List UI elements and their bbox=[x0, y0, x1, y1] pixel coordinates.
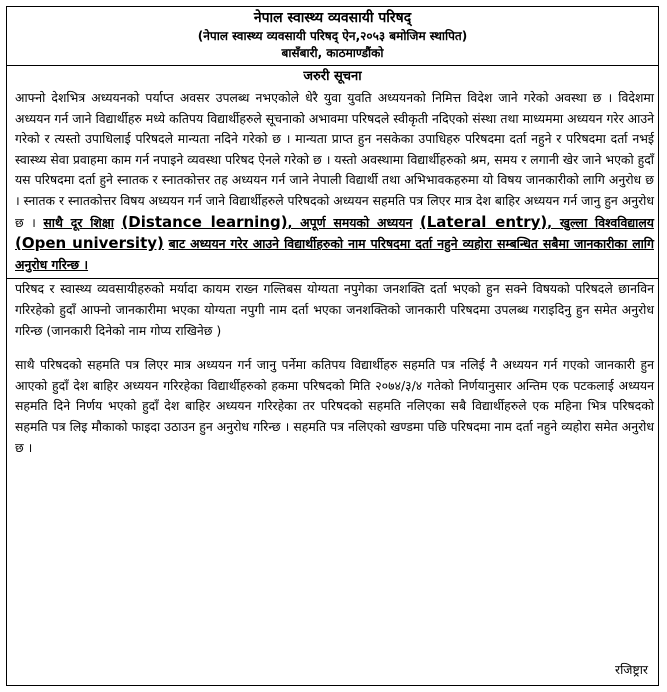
document-header bbox=[7, 9, 658, 62]
org-subtitle: (नेपाल स्वास्थ्य व्यवसायी परिषद् ऐन,२०५३ बमोजिम स्थापित) bbox=[197, 29, 468, 43]
paragraph-1-text: आफ्नो देशभित्र अध्ययनको पर्याप्त अवसर उपलब्ध नभएकोले धेरै युवा युवति अध्ययनको निमित्त विदेश जाने गरेको अवस्था छ । विदेशमा अध्ययन गर्न जाने विद्यार्थीहरु मध्ये कतिपय विद्यार्थीहरुले सूचनाको अभावमा परिषदले स्वीकृती नदिएको संस्था तथा माध्यममा अध्ययन गरेर आउने गरेको र त्यस्तो उपाधिलाई परिषदले मान्यता नदिने गरेको छ । मान्यता प्राप्त हुन नसकेका उपाधिहरु परिषदमा दर्ता नहुने र परिषदमा दर्ता नभई स्वास्थ्य सेवा प्रवाहमा काम गर्न नपाइने व्यवस्था परिषद ऐनले गरेको छ । यस्तो अवस्थामा विद्यार्थीहरुको श्रम, समय र लगानी खेर जाने भएको हुदाँ यस परिषदमा दर्ता हुने स्नातक र स्नातकोत्तर तह अध्ययन गर्न जाने नेपाली विद्यार्थी तथा अभिभावकहरुमा यो विषय जानकारीको लागि अनुरोध छ । स्नातक र स्नातकोत्तर विषय अध्ययन गर्न जाने विद्यार्थीहरुले परिषदको अध्ययन सहमति पत्र लिएर मात्र देश बाहिर अध्ययन गर्न जानु हुन अनुरोध छ । bbox=[15, 90, 654, 230]
paragraph-1-bold-4: बाट अध्ययन गरेर आउने विद्यार्थीहरुको नाम परिषदमा दर्ता नहुने व्यहोरा सम्बन्धित सबैमा जानकारीका लागि अनुरोध गरिन्छ । bbox=[15, 236, 654, 272]
paragraph-1-bold-1: साथै दूर शिक्षा bbox=[43, 214, 114, 230]
org-title: नेपाल स्वास्थ्य व्यवसायी परिषद् bbox=[253, 10, 412, 26]
paragraph-1-bold-3: , खुल्ला विश्वविद्यालय bbox=[547, 214, 654, 230]
header-divider bbox=[7, 65, 658, 66]
paragraph-2: परिषद र स्वास्थ्य व्यवसायीहरुको मर्यादा कायम राख्न गल्तिबस योग्यता नपुगेका जनशक्ति दर्ता भएको हुन सक्ने विषयको परिषदले छानविन गरिरहेको हुदाँ आफ्नो जानकारीमा भएका योग्यता नपुगी नाम दर्ता भएका जनशक्तिको जानकारी परिषदमा उपलब्ध गराइदिनु हुन समेत अनुरोध गरिन्छ (जानकारी दिनेको नाम गोप्य राखिनेछ ) bbox=[15, 281, 654, 338]
paragraph-1-bold-en-3: (Open university) bbox=[15, 234, 164, 253]
notice-document bbox=[6, 6, 659, 686]
paragraph-1-bold-en-1: (Distance learning) bbox=[121, 212, 288, 231]
org-address: बासँबारी, काठमाण्डौंको bbox=[281, 46, 384, 60]
paragraph-3: साथै परिषदको सहमति पत्र लिएर मात्र अध्ययन गर्न जानु पर्नेमा कतिपय विद्यार्थीहरु सहमति पत्र नलिई नै अध्ययन गर्न गएको जानकारी हुन आएको हुदाँ देश बाहिर अध्ययन गरिरहेका विद्यार्थीहरुको हकमा परिषदको मिति २०७४/३/४ गतेको निर्णयानुसार अन्तिम एक पटकलाई अध्ययन सहमति दिने निर्णय भएको हुदाँ देश बाहिर अध्ययन गरिरहेका तर परिषदको सहमति नलिएका सबै विद्यार्थीहरुले एक महिना भित्र परिषदको सहमति पत्र लिइ मौकाको फाइदा उठाउन हुन अनुरोध गरिन्छ । सहमति पत्र नलिएको खण्डमा पछि परिषदमा नाम दर्ता नहुने व्यहोरा समेत अनुरोध छ । bbox=[15, 357, 654, 455]
notice-title: जरुरी सूचना bbox=[303, 69, 362, 84]
paragraph-1 bbox=[7, 88, 658, 275]
signature: रजिष्ट्रार bbox=[615, 662, 648, 677]
paragraph-gap bbox=[7, 341, 658, 355]
paragraph-1-bold-en-2: (Lateral entry) bbox=[419, 212, 548, 231]
paragraph-1-bold-2: , अपूर्ण समयको अध्ययन bbox=[287, 214, 413, 230]
